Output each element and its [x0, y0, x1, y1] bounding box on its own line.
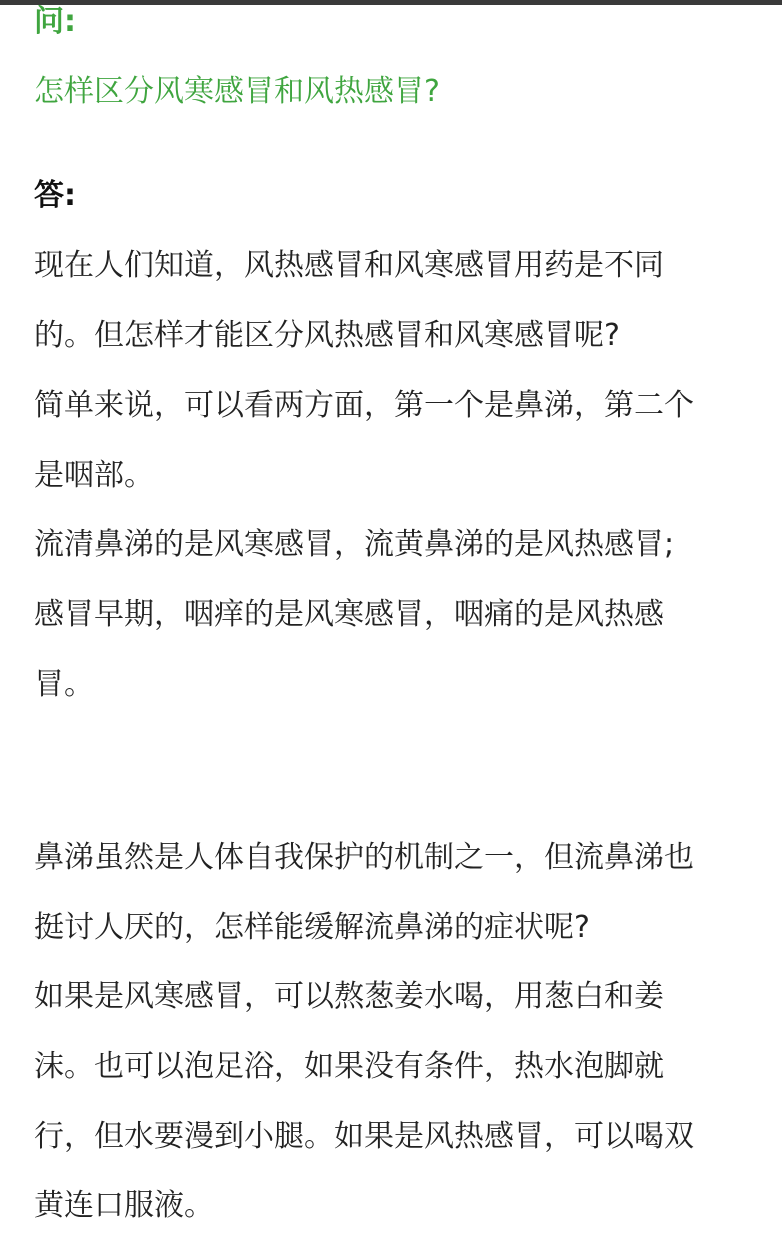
question-text: 怎样区分风寒感冒和风热感冒? — [34, 74, 440, 109]
text-line: 沫。也可以泡足浴，如果没有条件，热水泡脚就 — [34, 1049, 664, 1084]
text-line: 行，但水要漫到小腿。如果是风热感冒，可以喝双 — [34, 1119, 694, 1154]
text-line: 简单来说，可以看两方面，第一个是鼻涕，第二个 — [34, 388, 694, 423]
text-line: 鼻涕虽然是人体自我保护的机制之一，但流鼻涕也 — [34, 840, 694, 875]
text-line: 挺讨人厌的，怎样能缓解流鼻涕的症状呢? — [34, 910, 590, 945]
text-line: 如果是风寒感冒，可以熬葱姜水喝，用葱白和姜 — [34, 979, 664, 1014]
text-line: 感冒早期，咽痒的是风寒感冒，咽痛的是风热感 — [34, 597, 664, 632]
text-line: 的。但怎样才能区分风热感冒和风寒感冒呢? — [34, 318, 620, 353]
text-line: 黄连口服液。 — [34, 1188, 214, 1223]
text-line: 冒。 — [34, 667, 94, 702]
text-line: 流清鼻涕的是风寒感冒，流黄鼻涕的是风热感冒; — [34, 527, 675, 562]
text-line: 现在人们知道，风热感冒和风寒感冒用药是不同 — [34, 248, 664, 283]
top-bar — [0, 0, 782, 5]
question-label: 问: — [34, 4, 76, 39]
text-line: 是咽部。 — [34, 458, 154, 493]
answer-label: 答: — [34, 178, 76, 213]
